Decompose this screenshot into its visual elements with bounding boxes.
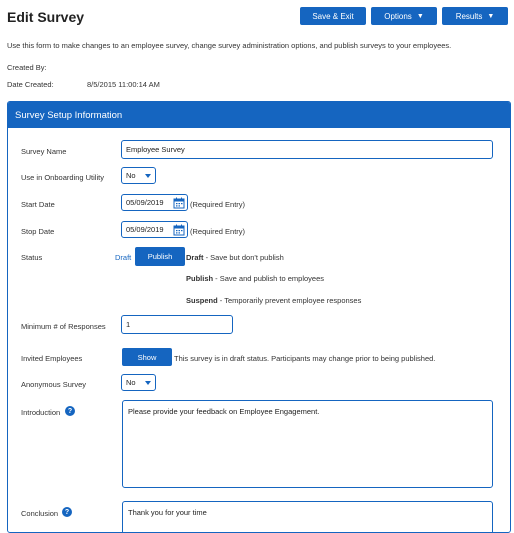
- status-publish-description: [186, 274, 324, 283]
- status-publish-term: Publish: [186, 274, 214, 283]
- panel-title: Survey Setup Information: [15, 109, 123, 121]
- show-button-label: Show: [137, 352, 157, 362]
- survey-name-label: Survey Name: [21, 147, 67, 156]
- stop-date-label: Stop Date: [21, 227, 55, 236]
- help-icon[interactable]: ?: [65, 406, 75, 416]
- stop-date-value: 05/09/2019: [126, 225, 164, 234]
- status-suspend-term: Suspend: [186, 296, 218, 305]
- date-created-label: Date Created:: [7, 80, 54, 89]
- caret-down-icon: ▼: [487, 12, 495, 20]
- chevron-down-icon: [145, 381, 151, 385]
- created-by-label: Created By:: [7, 63, 47, 72]
- conclusion-label: Conclusion: [21, 509, 59, 518]
- status-suspend-description: [186, 296, 361, 305]
- onboarding-select[interactable]: [121, 167, 156, 184]
- invited-employees-label: Invited Employees: [21, 354, 83, 363]
- min-responses-label: Minimum # of Responses: [21, 322, 106, 331]
- chevron-down-icon: [145, 174, 151, 178]
- calendar-icon[interactable]: [173, 224, 185, 236]
- status-publish-button-label: Publish: [147, 252, 173, 261]
- anonymous-select[interactable]: [121, 374, 156, 391]
- start-date-label: Start Date: [21, 200, 55, 209]
- start-date-input[interactable]: [121, 194, 188, 211]
- date-created-value: 8/5/2015 11:00:14 AM: [87, 80, 160, 89]
- min-responses-input[interactable]: [121, 315, 233, 334]
- help-icon[interactable]: ?: [62, 507, 72, 517]
- introduction-label: Introduction: [21, 408, 61, 417]
- anonymous-label: Anonymous Survey: [21, 380, 87, 389]
- survey-setup-panel: [7, 101, 511, 533]
- panel-header: [8, 102, 510, 128]
- introduction-value: Please provide your feedback on Employee Engagement.: [128, 407, 320, 416]
- status-draft-term: Draft: [186, 253, 204, 262]
- page-title: Edit Survey: [7, 9, 85, 25]
- onboarding-label: Use in Onboarding Utility: [21, 173, 104, 182]
- caret-down-icon: ▼: [416, 12, 424, 20]
- anonymous-value: No: [126, 378, 136, 387]
- survey-name-input[interactable]: [121, 140, 493, 159]
- save-exit-button[interactable]: [300, 7, 366, 25]
- page-description: Use this form to make changes to an employee survey, change survey administration options, and publish surveys to your employees.: [7, 41, 452, 50]
- stop-date-required-note: (Required Entry): [190, 227, 246, 236]
- conclusion-value: Thank you for your time: [128, 508, 207, 517]
- status-draft-desc: - Save but don't publish: [203, 253, 284, 262]
- conclusion-textarea[interactable]: [122, 501, 493, 533]
- invited-note: This survey is in draft status. Participants may change prior to being published.: [174, 354, 436, 363]
- onboarding-value: No: [126, 171, 136, 180]
- status-publish-button[interactable]: [135, 247, 185, 266]
- survey-name-value: Employee Survey: [126, 145, 185, 154]
- status-publish-desc: - Save and publish to employees: [213, 274, 324, 283]
- options-label: Options: [384, 11, 412, 21]
- min-responses-value: 1: [126, 320, 131, 329]
- introduction-textarea[interactable]: [122, 400, 493, 488]
- results-label: Results: [455, 11, 483, 21]
- save-exit-label: Save & Exit: [312, 11, 354, 21]
- start-date-required-note: (Required Entry): [190, 200, 246, 209]
- status-suspend-desc: - Temporarily prevent employee responses: [217, 296, 362, 305]
- stop-date-input[interactable]: [121, 221, 188, 238]
- calendar-icon[interactable]: [173, 197, 185, 209]
- show-invited-button[interactable]: [122, 348, 172, 366]
- options-button[interactable]: [371, 7, 437, 25]
- status-draft-description: [186, 253, 284, 262]
- start-date-value: 05/09/2019: [126, 198, 164, 207]
- results-button[interactable]: [442, 7, 508, 25]
- status-label: Status: [21, 253, 43, 262]
- status-draft-link[interactable]: Draft: [115, 253, 132, 262]
